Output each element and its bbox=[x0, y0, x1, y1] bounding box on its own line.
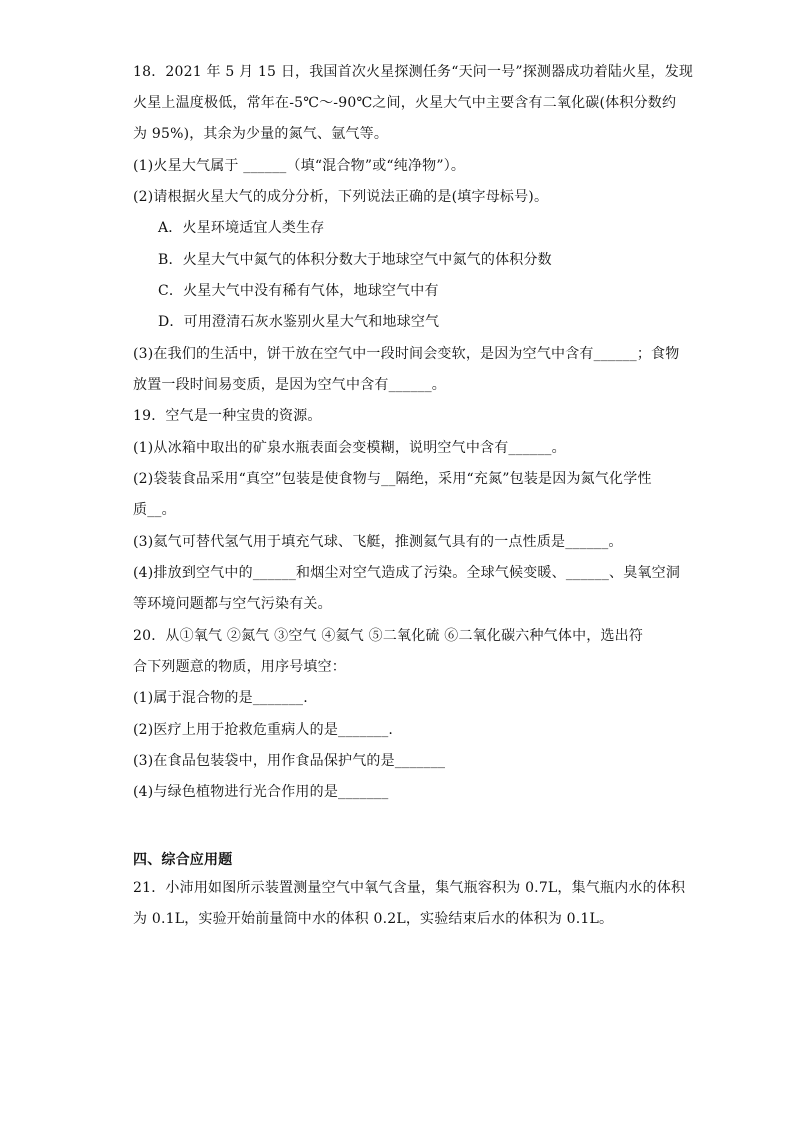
q18-option-c: C．火星大气中没有稀有气体，地球空气中有 bbox=[158, 283, 439, 299]
q19-part-4-line-1: (4)排放到空气中的______和烟尘对空气造成了污染。全球气候变暖、______、臭氧空洞 bbox=[133, 565, 681, 581]
q18-part-3-line-2: 放置一段时间易变质，是因为空气中含有______。 bbox=[133, 377, 446, 393]
q18-stem-line-2: 火星上温度极低，常年在-5℃～-90℃之间，火星大气中主要含有二氧化碳(体积分数约 bbox=[133, 95, 677, 111]
q20-part-4: (4)与绿色植物进行光合作用的是_______ bbox=[133, 784, 389, 800]
q18-part-1: (1)火星大气属于 ______（填“混合物”或“纯净物”）。 bbox=[133, 158, 466, 174]
q18-stem-line-1: 18．2021 年 5 月 15 日，我国首次火星探测任务“天问一号”探测器成功着陆火星，发现 bbox=[133, 64, 694, 80]
q18-stem-line-3: 为 95%)，其余为少量的氮气、氩气等。 bbox=[133, 126, 389, 142]
q18-part-2: (2)请根据火星大气的成分分析，下列说法正确的是(填字母标号)。 bbox=[133, 189, 549, 205]
q21-stem-line-2: 为 0.1L，实验开始前量筒中水的体积 0.2L，实验结束后水的体积为 0.1L。 bbox=[133, 911, 614, 927]
q20-part-1: (1)属于混合物的是_______. bbox=[133, 690, 308, 706]
q18-option-d: D．可用澄清石灰水鉴别火星大气和地球空气 bbox=[158, 314, 440, 330]
q19-part-3: (3)氦气可替代氢气用于填充气球、飞艇，推测氦气具有的一点性质是______。 bbox=[133, 534, 623, 550]
q19-part-2-line-2: 质__。 bbox=[133, 502, 176, 518]
q18-option-a: A．火星环境适宜人类生存 bbox=[158, 220, 325, 236]
q20-stem-line-1: 20．从①氧气 ②氮气 ③空气 ④氦气 ⑤二氧化硫 ⑥二氧化碳六种气体中，选出符 bbox=[133, 628, 644, 644]
q20-part-2: (2)医疗上用于抢救危重病人的是_______. bbox=[133, 722, 394, 738]
q19-part-4-line-2: 等环境问题都与空气污染有关。 bbox=[133, 596, 332, 612]
q21-stem-line-1: 21．小沛用如图所示装置测量空气中氧气含量，集气瓶容积为 0.7L，集气瓶内水的体积 bbox=[133, 880, 686, 896]
q20-part-3: (3)在食品包装袋中，用作食品保护气的是_______ bbox=[133, 753, 446, 769]
q19-part-2-line-1: (2)袋装食品采用“真空”包装是使食物与__隔绝，采用“充氮”包装是因为氮气化学性 bbox=[133, 471, 652, 487]
q20-stem-line-2: 合下列题意的物质，用序号填空： bbox=[133, 659, 346, 675]
q18-option-b: B．火星大气中氮气的体积分数大于地球空气中氮气的体积分数 bbox=[158, 252, 552, 268]
q19-part-1: (1)从冰箱中取出的矿泉水瓶表面会变模糊，说明空气中含有______。 bbox=[133, 440, 566, 456]
q19-stem: 19．空气是一种宝贵的资源。 bbox=[133, 408, 322, 424]
q18-part-3-line-1: (3)在我们的生活中，饼干放在空气中一段时间会变软，是因为空气中含有______；食物 bbox=[133, 346, 680, 362]
section-heading: 四、综合应用题 bbox=[133, 852, 233, 868]
